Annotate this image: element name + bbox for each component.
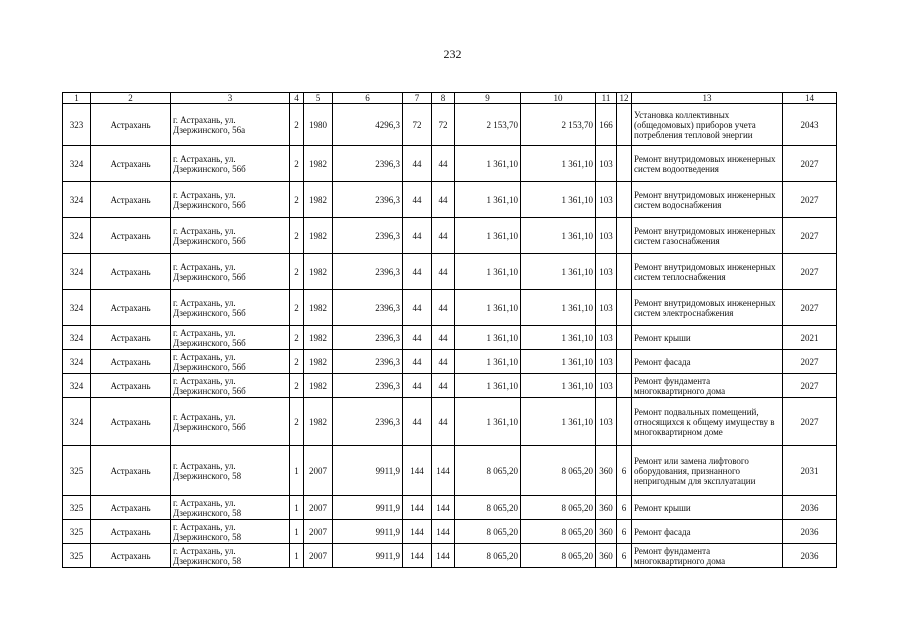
work-type-cell: Ремонт внутридомовых инженерных систем электроснабжения <box>632 290 783 326</box>
total-area-cell: 9911,9 <box>333 520 403 544</box>
col12-value-cell <box>617 104 632 146</box>
col8-value-cell: 144 <box>432 446 455 496</box>
commission-year-cell: 1980 <box>304 104 333 146</box>
locality-cell: Астрахань <box>91 544 171 568</box>
col11-value-cell: 103 <box>596 218 617 254</box>
address-cell: г. Астрахань, ул. Дзержинского, 56б <box>171 254 290 290</box>
commission-year-cell: 2007 <box>304 496 333 520</box>
col7-value-cell: 44 <box>403 146 432 182</box>
col8-value-cell: 144 <box>432 496 455 520</box>
address-cell: г. Астрахань, ул. Дзержинского, 56а <box>171 104 290 146</box>
col8-value-cell: 72 <box>432 104 455 146</box>
header-row <box>63 93 837 104</box>
locality-cell: Астрахань <box>91 350 171 374</box>
col7-value-cell: 144 <box>403 520 432 544</box>
planned-year-cell: 2036 <box>783 496 837 520</box>
locality-cell: Астрахань <box>91 290 171 326</box>
total-area-cell: 9911,9 <box>333 496 403 520</box>
floors-count-cell: 2 <box>290 398 304 446</box>
col11-value-cell: 103 <box>596 182 617 218</box>
col12-value-cell <box>617 146 632 182</box>
total-area-cell: 2396,3 <box>333 182 403 218</box>
floors-count-cell: 2 <box>290 146 304 182</box>
col9-value-cell: 1 361,10 <box>455 326 521 350</box>
col11-value-cell: 103 <box>596 374 617 398</box>
address-cell: г. Астрахань, ул. Дзержинского, 56б <box>171 182 290 218</box>
col9-value-cell: 1 361,10 <box>455 350 521 374</box>
table-row <box>63 104 837 146</box>
table-row <box>63 254 837 290</box>
column-header: 6 <box>333 93 403 104</box>
commission-year-cell: 1982 <box>304 374 333 398</box>
commission-year-cell: 2007 <box>304 446 333 496</box>
col10-value-cell: 1 361,10 <box>521 326 596 350</box>
row-number-cell: 323 <box>63 104 91 146</box>
locality-cell: Астрахань <box>91 374 171 398</box>
address-cell: г. Астрахань, ул. Дзержинского, 56б <box>171 350 290 374</box>
column-header: 2 <box>91 93 171 104</box>
commission-year-cell: 1982 <box>304 254 333 290</box>
row-number-cell: 324 <box>63 218 91 254</box>
locality-cell: Астрахань <box>91 398 171 446</box>
total-area-cell: 2396,3 <box>333 374 403 398</box>
row-number-cell: 324 <box>63 146 91 182</box>
work-type-cell: Ремонт фасада <box>632 350 783 374</box>
total-area-cell: 2396,3 <box>333 326 403 350</box>
col8-value-cell: 44 <box>432 398 455 446</box>
address-cell: г. Астрахань, ул. Дзержинского, 58 <box>171 544 290 568</box>
floors-count-cell: 2 <box>290 326 304 350</box>
row-number-cell: 325 <box>63 446 91 496</box>
commission-year-cell: 1982 <box>304 398 333 446</box>
row-number-cell: 325 <box>63 520 91 544</box>
col12-value-cell <box>617 182 632 218</box>
work-type-cell: Ремонт внутридомовых инженерных систем теплоснабжения <box>632 254 783 290</box>
planned-year-cell: 2027 <box>783 254 837 290</box>
column-header: 1 <box>63 93 91 104</box>
col10-value-cell: 1 361,10 <box>521 398 596 446</box>
col7-value-cell: 44 <box>403 218 432 254</box>
col11-value-cell: 103 <box>596 350 617 374</box>
col11-value-cell: 103 <box>596 290 617 326</box>
locality-cell: Астрахань <box>91 104 171 146</box>
address-cell: г. Астрахань, ул. Дзержинского, 58 <box>171 496 290 520</box>
planned-year-cell: 2027 <box>783 398 837 446</box>
work-type-cell: Ремонт фасада <box>632 520 783 544</box>
col11-value-cell: 103 <box>596 398 617 446</box>
column-header: 7 <box>403 93 432 104</box>
col12-value-cell: 6 <box>617 446 632 496</box>
col7-value-cell: 44 <box>403 290 432 326</box>
col11-value-cell: 360 <box>596 446 617 496</box>
col9-value-cell: 1 361,10 <box>455 182 521 218</box>
commission-year-cell: 1982 <box>304 146 333 182</box>
col9-value-cell: 8 065,20 <box>455 520 521 544</box>
page-number: 232 <box>443 47 462 61</box>
work-type-cell: Ремонт или замена лифтового оборудования, признанного непригодным для эксплуатации <box>632 446 783 496</box>
planned-year-cell: 2027 <box>783 350 837 374</box>
col10-value-cell: 8 065,20 <box>521 544 596 568</box>
row-number-cell: 324 <box>63 326 91 350</box>
row-number-cell: 324 <box>63 290 91 326</box>
col8-value-cell: 44 <box>432 350 455 374</box>
floors-count-cell: 2 <box>290 218 304 254</box>
address-cell: г. Астрахань, ул. Дзержинского, 56б <box>171 218 290 254</box>
planned-year-cell: 2027 <box>783 374 837 398</box>
col8-value-cell: 144 <box>432 544 455 568</box>
col10-value-cell: 1 361,10 <box>521 146 596 182</box>
planned-year-cell: 2021 <box>783 326 837 350</box>
planned-year-cell: 2027 <box>783 146 837 182</box>
work-type-cell: Ремонт внутридомовых инженерных систем водоотведения <box>632 146 783 182</box>
col9-value-cell: 8 065,20 <box>455 496 521 520</box>
floors-count-cell: 1 <box>290 496 304 520</box>
row-number-cell: 325 <box>63 544 91 568</box>
address-cell: г. Астрахань, ул. Дзержинского, 56б <box>171 374 290 398</box>
address-cell: г. Астрахань, ул. Дзержинского, 56б <box>171 146 290 182</box>
col10-value-cell: 1 361,10 <box>521 350 596 374</box>
total-area-cell: 2396,3 <box>333 290 403 326</box>
col10-value-cell: 8 065,20 <box>521 446 596 496</box>
work-type-cell: Ремонт фундамента многоквартирного дома <box>632 374 783 398</box>
table-row <box>63 218 837 254</box>
col12-value-cell <box>617 398 632 446</box>
floors-count-cell: 2 <box>290 350 304 374</box>
total-area-cell: 4296,3 <box>333 104 403 146</box>
col12-value-cell: 6 <box>617 544 632 568</box>
col12-value-cell <box>617 290 632 326</box>
col10-value-cell: 1 361,10 <box>521 374 596 398</box>
planned-year-cell: 2031 <box>783 446 837 496</box>
commission-year-cell: 1982 <box>304 290 333 326</box>
table-row <box>63 398 837 446</box>
planned-year-cell: 2036 <box>783 544 837 568</box>
locality-cell: Астрахань <box>91 146 171 182</box>
total-area-cell: 2396,3 <box>333 218 403 254</box>
col7-value-cell: 44 <box>403 326 432 350</box>
table-row <box>63 446 837 496</box>
col9-value-cell: 2 153,70 <box>455 104 521 146</box>
row-number-cell: 324 <box>63 350 91 374</box>
row-number-cell: 325 <box>63 496 91 520</box>
floors-count-cell: 2 <box>290 290 304 326</box>
column-header: 12 <box>617 93 632 104</box>
col8-value-cell: 44 <box>432 374 455 398</box>
row-number-cell: 324 <box>63 398 91 446</box>
planned-year-cell: 2027 <box>783 218 837 254</box>
table-row <box>63 146 837 182</box>
column-header: 14 <box>783 93 837 104</box>
col11-value-cell: 103 <box>596 146 617 182</box>
commission-year-cell: 2007 <box>304 520 333 544</box>
commission-year-cell: 1982 <box>304 326 333 350</box>
col9-value-cell: 1 361,10 <box>455 290 521 326</box>
col7-value-cell: 44 <box>403 398 432 446</box>
col9-value-cell: 1 361,10 <box>455 254 521 290</box>
locality-cell: Астрахань <box>91 254 171 290</box>
planned-year-cell: 2027 <box>783 290 837 326</box>
col12-value-cell <box>617 254 632 290</box>
col10-value-cell: 1 361,10 <box>521 290 596 326</box>
locality-cell: Астрахань <box>91 520 171 544</box>
floors-count-cell: 1 <box>290 446 304 496</box>
total-area-cell: 2396,3 <box>333 398 403 446</box>
planned-year-cell: 2027 <box>783 182 837 218</box>
work-type-cell: Ремонт внутридомовых инженерных систем газоснабжения <box>632 218 783 254</box>
floors-count-cell: 1 <box>290 520 304 544</box>
column-header: 10 <box>521 93 596 104</box>
col9-value-cell: 1 361,10 <box>455 398 521 446</box>
total-area-cell: 9911,9 <box>333 446 403 496</box>
col8-value-cell: 44 <box>432 254 455 290</box>
col10-value-cell: 1 361,10 <box>521 218 596 254</box>
table-row <box>63 520 837 544</box>
col10-value-cell: 1 361,10 <box>521 254 596 290</box>
locality-cell: Астрахань <box>91 218 171 254</box>
row-number-cell: 324 <box>63 182 91 218</box>
total-area-cell: 2396,3 <box>333 146 403 182</box>
col8-value-cell: 44 <box>432 146 455 182</box>
col8-value-cell: 144 <box>432 520 455 544</box>
column-header: 13 <box>632 93 783 104</box>
col7-value-cell: 44 <box>403 182 432 218</box>
col12-value-cell: 6 <box>617 496 632 520</box>
col12-value-cell <box>617 350 632 374</box>
col7-value-cell: 44 <box>403 350 432 374</box>
column-header: 4 <box>290 93 304 104</box>
row-number-cell: 324 <box>63 254 91 290</box>
col8-value-cell: 44 <box>432 218 455 254</box>
col7-value-cell: 72 <box>403 104 432 146</box>
col9-value-cell: 1 361,10 <box>455 218 521 254</box>
col10-value-cell: 8 065,20 <box>521 496 596 520</box>
table-row <box>63 290 837 326</box>
col9-value-cell: 8 065,20 <box>455 446 521 496</box>
col7-value-cell: 144 <box>403 446 432 496</box>
total-area-cell: 2396,3 <box>333 350 403 374</box>
table-row <box>63 182 837 218</box>
table-row <box>63 326 837 350</box>
planned-year-cell: 2043 <box>783 104 837 146</box>
col11-value-cell: 103 <box>596 254 617 290</box>
column-header: 3 <box>171 93 290 104</box>
planned-year-cell: 2036 <box>783 520 837 544</box>
row-number-cell: 324 <box>63 374 91 398</box>
col11-value-cell: 360 <box>596 520 617 544</box>
table-row <box>63 374 837 398</box>
table-row <box>63 350 837 374</box>
work-type-cell: Ремонт фундамента многоквартирного дома <box>632 544 783 568</box>
col9-value-cell: 1 361,10 <box>455 146 521 182</box>
table-row <box>63 544 837 568</box>
column-header: 9 <box>455 93 521 104</box>
col12-value-cell <box>617 218 632 254</box>
floors-count-cell: 1 <box>290 544 304 568</box>
col11-value-cell: 360 <box>596 496 617 520</box>
col12-value-cell: 6 <box>617 520 632 544</box>
col12-value-cell <box>617 326 632 350</box>
commission-year-cell: 1982 <box>304 350 333 374</box>
col10-value-cell: 1 361,10 <box>521 182 596 218</box>
col9-value-cell: 1 361,10 <box>455 374 521 398</box>
floors-count-cell: 2 <box>290 104 304 146</box>
total-area-cell: 2396,3 <box>333 254 403 290</box>
floors-count-cell: 2 <box>290 374 304 398</box>
col10-value-cell: 8 065,20 <box>521 520 596 544</box>
floors-count-cell: 2 <box>290 254 304 290</box>
work-type-cell: Ремонт внутридомовых инженерных систем водоснабжения <box>632 182 783 218</box>
column-header: 8 <box>432 93 455 104</box>
col8-value-cell: 44 <box>432 326 455 350</box>
col7-value-cell: 144 <box>403 544 432 568</box>
col11-value-cell: 166 <box>596 104 617 146</box>
address-cell: г. Астрахань, ул. Дзержинского, 58 <box>171 446 290 496</box>
work-type-cell: Установка коллективных (общедомовых) приборов учета потребления тепловой энергии <box>632 104 783 146</box>
capital-repair-table <box>62 92 837 568</box>
col7-value-cell: 44 <box>403 254 432 290</box>
commission-year-cell: 2007 <box>304 544 333 568</box>
total-area-cell: 9911,9 <box>333 544 403 568</box>
col8-value-cell: 44 <box>432 290 455 326</box>
col7-value-cell: 44 <box>403 374 432 398</box>
commission-year-cell: 1982 <box>304 218 333 254</box>
floors-count-cell: 2 <box>290 182 304 218</box>
locality-cell: Астрахань <box>91 326 171 350</box>
address-cell: г. Астрахань, ул. Дзержинского, 56б <box>171 398 290 446</box>
work-type-cell: Ремонт крыши <box>632 496 783 520</box>
col9-value-cell: 8 065,20 <box>455 544 521 568</box>
address-cell: г. Астрахань, ул. Дзержинского, 56б <box>171 290 290 326</box>
locality-cell: Астрахань <box>91 182 171 218</box>
address-cell: г. Астрахань, ул. Дзержинского, 58 <box>171 520 290 544</box>
column-header: 11 <box>596 93 617 104</box>
col12-value-cell <box>617 374 632 398</box>
work-type-cell: Ремонт крыши <box>632 326 783 350</box>
col8-value-cell: 44 <box>432 182 455 218</box>
col11-value-cell: 360 <box>596 544 617 568</box>
column-header: 5 <box>304 93 333 104</box>
col11-value-cell: 103 <box>596 326 617 350</box>
work-type-cell: Ремонт подвальных помещений, относящихся к общему имуществу в многоквартирном доме <box>632 398 783 446</box>
address-cell: г. Астрахань, ул. Дзержинского, 56б <box>171 326 290 350</box>
commission-year-cell: 1982 <box>304 182 333 218</box>
locality-cell: Астрахань <box>91 496 171 520</box>
col10-value-cell: 2 153,70 <box>521 104 596 146</box>
table-row <box>63 496 837 520</box>
locality-cell: Астрахань <box>91 446 171 496</box>
col7-value-cell: 144 <box>403 496 432 520</box>
